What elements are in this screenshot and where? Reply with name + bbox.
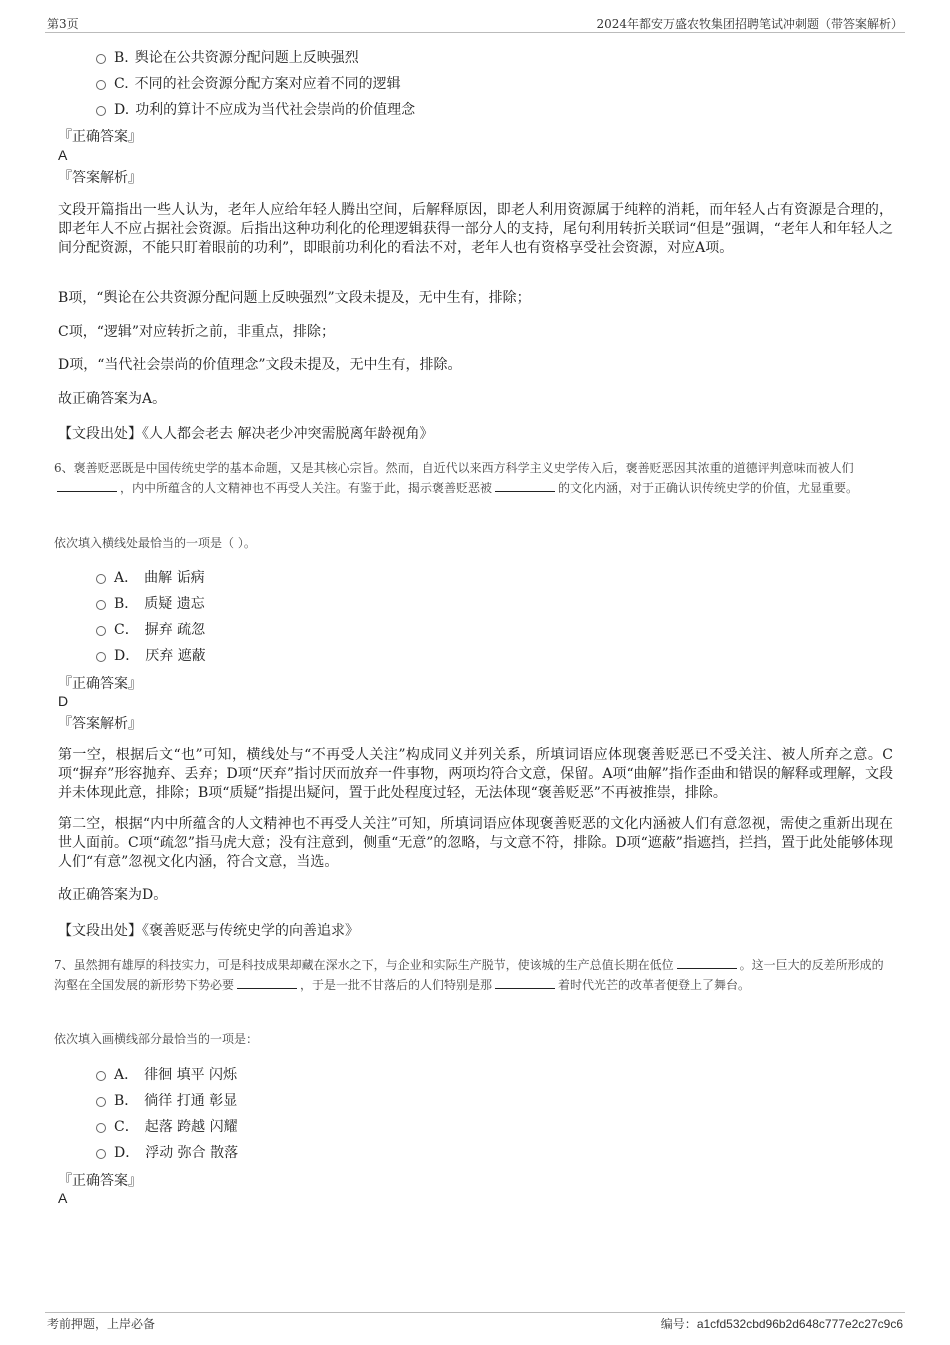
radio-icon[interactable] bbox=[96, 1097, 106, 1107]
q6-analysis-paragraph: 第一空，根据后文“也”可知，横线处与“不再受人关注”构成同义并列关系，所填词语应体现褒善贬恶已不受关注、被人所弃之意。C项“摒弃”形容抛弃、丢弃；D项“厌弃”指讨厌而放弃一件事物，两项均符合文意，保留。A项“曲解”指作歪曲和错误的解释或理解，文段并未体现此意，排除；B项“质疑”指提出疑问，置于此处程度过轻，无法体现“褒善贬恶”不再被推崇，排除。 bbox=[58, 747, 893, 801]
blank-line bbox=[495, 479, 555, 492]
radio-icon[interactable] bbox=[96, 106, 106, 116]
q7-answer-label: 『正确答案』 bbox=[58, 1173, 142, 1189]
q6-analysis-paragraph: 故正确答案为D。 bbox=[58, 887, 168, 903]
q5-analysis-label: 『答案解析』 bbox=[58, 170, 142, 186]
document-code: 编号：a1cfd532cbd96b2d648c777e2c27c9c6 bbox=[660, 1317, 903, 1331]
q7-option-d[interactable]: D． 浮动 弥合 散落 bbox=[96, 1142, 238, 1162]
page-header bbox=[45, 14, 905, 33]
blank-line bbox=[677, 956, 737, 969]
page-footer bbox=[45, 1312, 905, 1335]
footer-slogan: 考前押题，上岸必备 bbox=[47, 1317, 156, 1331]
q6-answer-label: 『正确答案』 bbox=[58, 676, 142, 692]
q5-source: 【文段出处】《人人都会老去 解决老少冲突需脱离年龄视角》 bbox=[58, 426, 434, 442]
q6-analysis-paragraph: 第二空，根据“内中所蕴含的人文精神也不再受人关注”可知，所填词语应体现褒善贬恶的文化内涵被人们有意忽视，需使之重新出现在世人面前。C项“疏忽”指马虎大意；没有注意到，侧重“无意”的忽略，与文意不符，排除。D项“遮蔽”指遮挡，拦挡，置于此处能够体现人们“有意”忽视文化内涵，符合文意，当选。 bbox=[58, 816, 893, 870]
q5-option-d[interactable]: D. 功利的算计不应成为当代社会崇尚的价值理念 bbox=[96, 99, 415, 119]
q6-prompt: 依次填入横线处最恰当的一项是（ ）。 bbox=[54, 536, 256, 550]
q7-answer: A bbox=[58, 1190, 68, 1206]
q5-option-c[interactable]: C. 不同的社会资源分配方案对应着不同的逻辑 bbox=[96, 73, 401, 93]
radio-icon[interactable] bbox=[96, 80, 106, 90]
q6-option-a[interactable]: A． 曲解 诟病 bbox=[96, 567, 205, 587]
q5-analysis-paragraph: D项，“当代社会崇尚的价值理念”文段未提及，无中生有，排除。 bbox=[58, 357, 462, 373]
q6-source: 【文段出处】《褒善贬恶与传统史学的向善追求》 bbox=[58, 923, 359, 939]
radio-icon[interactable] bbox=[96, 626, 106, 636]
q7-stem: 7、虽然拥有雄厚的科技实力，可是科技成果却藏在深水之下，与企业和实际生产脱节，使该城的生产总值长期在低位 。这一巨大的反差所形成的沟壑在全国发展的新形势下势必要 ，于是一批不甘落后的人们特别是那 着时代光芒的改革者便登上了舞台。 bbox=[54, 958, 884, 992]
document-title: 2024年都安万盛农牧集团招聘笔试冲刺题（带答案解析） bbox=[596, 17, 903, 31]
q6-option-d[interactable]: D． 厌弃 遮蔽 bbox=[96, 645, 206, 665]
radio-icon[interactable] bbox=[96, 600, 106, 610]
page-number: 第3页 bbox=[47, 17, 79, 31]
q5-answer: A bbox=[58, 147, 68, 163]
radio-icon[interactable] bbox=[96, 652, 106, 662]
q7-option-b[interactable]: B． 徜徉 打通 彰显 bbox=[96, 1090, 237, 1110]
radio-icon[interactable] bbox=[96, 1123, 106, 1133]
q7-prompt: 依次填入画横线部分最恰当的一项是： bbox=[54, 1032, 259, 1046]
radio-icon[interactable] bbox=[96, 1071, 106, 1081]
q5-answer-label: 『正确答案』 bbox=[58, 129, 142, 145]
blank-line bbox=[237, 976, 297, 989]
q5-analysis-paragraph: B项，“舆论在公共资源分配问题上反映强烈”文段未提及，无中生有，排除； bbox=[58, 290, 531, 306]
q6-option-c[interactable]: C． 摒弃 疏忽 bbox=[96, 619, 205, 639]
q5-analysis-paragraph: 文段开篇指出一些人认为，老年人应给年轻人腾出空间，后解释原因，即老人利用资源属于纯粹的消耗，而年轻人占有资源是合理的，即老年人不应占据社会资源。后指出这种功利化的伦理逻辑获得一部分人的支持，尾句利用转折关联词“但是”强调，“老年人和年轻人之间分配资源，不能只盯着眼前的功利”，即眼前功利化的看法不对，老年人也有资格享受社会资源，对应A项。 bbox=[58, 202, 893, 256]
q6-stem: 6、褒善贬恶既是中国传统史学的基本命题，又是其核心宗旨。然而，自近代以来西方科学主义史学传入后，褒善贬恶因其浓重的道德评判意味而被人们，内中所蕴含的人文精神也不再受人关注。有鉴于此，揭示褒善贬恶被 的文化内涵，对于正确认识传统史学的价值，尤显重要。 bbox=[54, 461, 859, 495]
blank-line bbox=[57, 479, 117, 492]
q7-option-a[interactable]: A． 徘徊 填平 闪烁 bbox=[96, 1064, 237, 1084]
q5-analysis-paragraph: C项，“逻辑”对应转折之前，非重点，排除； bbox=[58, 324, 336, 340]
radio-icon[interactable] bbox=[96, 1149, 106, 1159]
radio-icon[interactable] bbox=[96, 574, 106, 584]
blank-line bbox=[495, 976, 555, 989]
q5-option-b[interactable]: B. 舆论在公共资源分配问题上反映强烈 bbox=[96, 47, 359, 67]
radio-icon[interactable] bbox=[96, 54, 106, 64]
q6-answer: D bbox=[58, 693, 69, 709]
q6-analysis-label: 『答案解析』 bbox=[58, 716, 142, 732]
q6-option-b[interactable]: B． 质疑 遗忘 bbox=[96, 593, 205, 613]
q7-option-c[interactable]: C． 起落 跨越 闪耀 bbox=[96, 1116, 238, 1136]
q5-analysis-paragraph: 故正确答案为A。 bbox=[58, 391, 167, 407]
